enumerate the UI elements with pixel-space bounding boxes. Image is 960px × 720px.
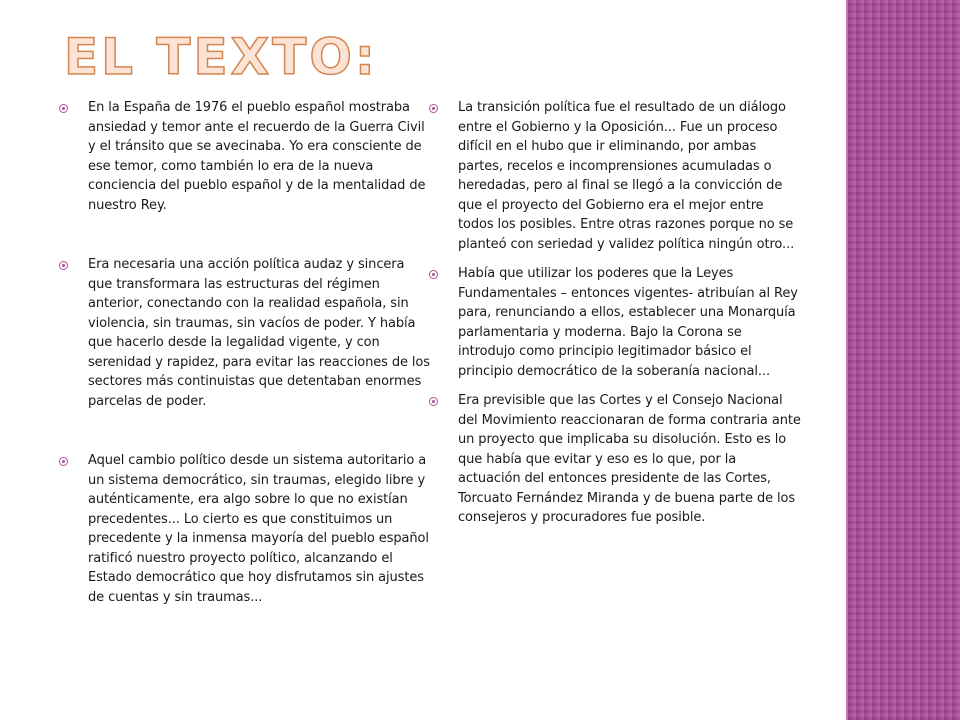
bullet-text: En la España de 1976 el pueblo español mostraba ansiedad y temor ante el recuerdo de la Guerra Civil y el tránsito que se avecinaba. Yo era consciente de ese temor, como también lo era de la nueva conciencia del pueblo español y de la mentalidad de nuestro Rey. xyxy=(88,100,426,213)
slide-title: EL TEXTO: xyxy=(64,28,378,86)
target-bullet-icon xyxy=(59,457,68,466)
bullet-item xyxy=(56,98,430,215)
bullet-text: Era previsible que las Cortes y el Consejo Nacional del Movimiento reaccionaran de forma contraria ante un proyecto que implicaba su disolución. Esto es lo que había que evitar y eso es lo que, por la actuación del entonces presidente de las Cortes, Torcuato Fernández Miranda y de buena parte de los consejeros y procuradores fue posible. xyxy=(458,393,801,525)
bullet-item xyxy=(426,391,802,528)
bullet-item xyxy=(426,98,802,254)
target-bullet-icon xyxy=(429,270,438,279)
target-bullet-icon xyxy=(429,397,438,406)
bullet-item xyxy=(56,255,430,411)
side-band-edge xyxy=(846,0,848,720)
bullet-text: Aquel cambio político desde un sistema autoritario a un sistema democrático, sin traumas, elegido libre y auténticamente, era algo sobre lo que no existían precedentes... Lo cierto es que constituimos un precedente y la inmensa mayoría del pueblo español ratificó nuestro proyecto político, alcanzando el Estado democrático que hoy disfrutamos sin ajustes de cuentas y sin traumas... xyxy=(88,453,429,605)
bullet-item xyxy=(426,264,802,381)
bullet-text: Había que utilizar los poderes que la Leyes Fundamentales – entonces vigentes- atribuían al Rey para, renunciando a ellos, establecer una Monarquía parlamentaria y moderna. Bajo la Corona se introdujo como principio legitimador básico el principio democrático de la soberanía nacional... xyxy=(458,266,798,379)
target-bullet-icon xyxy=(429,104,438,113)
target-bullet-icon xyxy=(59,104,68,113)
right-column xyxy=(426,98,802,528)
bullet-text: Era necesaria una acción política audaz y sincera que transformara las estructuras del régimen anterior, conectando con la realidad española, sin violencia, sin traumas, sin vacíos de poder. Y había que hacerlo desde la legalidad vigente, y con serenidad y rapidez, para evitar las reacciones de los sectores más continuistas que detentaban enormes parcelas de poder. xyxy=(88,257,430,409)
bullet-item xyxy=(56,451,430,607)
left-column xyxy=(56,98,430,607)
bullet-text: La transición política fue el resultado de un diálogo entre el Gobierno y la Oposición... Fue un proceso difícil en el hubo que ir eliminando, por ambas partes, recelos e incomprensiones acumuladas o heredadas, pero al final se llegó a la convicción de que el proyecto del Gobierno era el mejor entre todos los posibles. Entre otras razones porque no se planteó con seriedad y validez política ningún otro... xyxy=(458,100,795,252)
target-bullet-icon xyxy=(59,261,68,270)
decorative-side-band xyxy=(846,0,960,720)
